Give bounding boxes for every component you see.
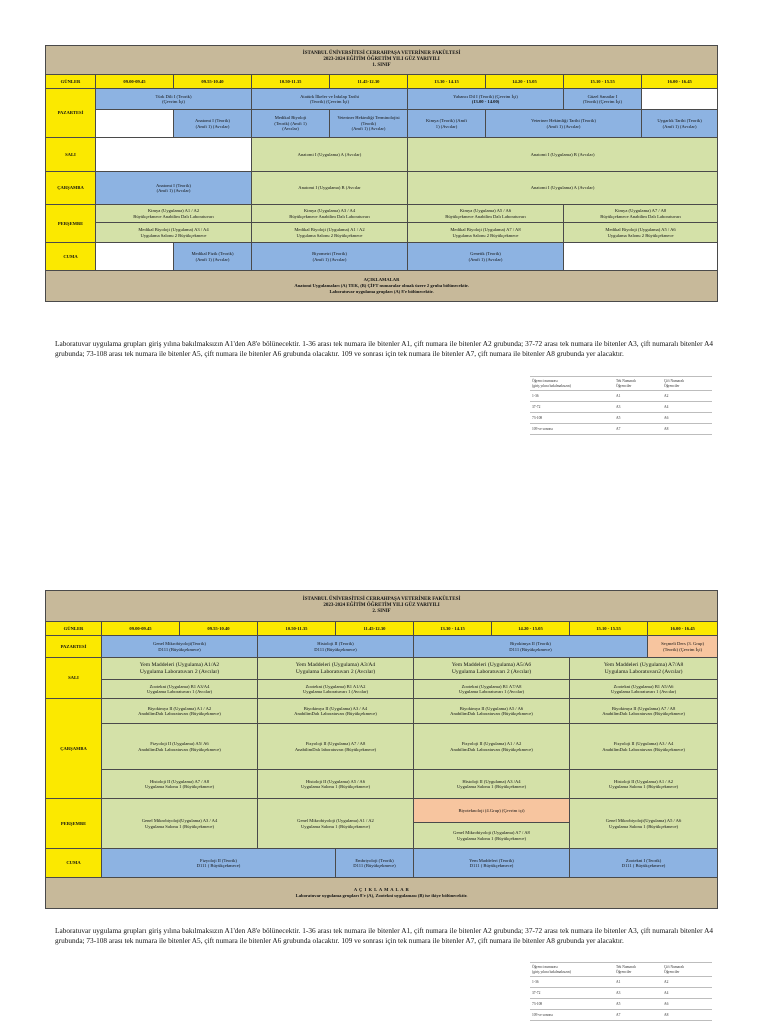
course-cell: Anatomi I (Teorik) (Amfi 1) (Avcılar) [96, 172, 252, 205]
course-cell: Veteriner Hekimliği Terminolojisi (Teorik) (Amfi 1) (Avcılar) [330, 110, 408, 138]
course-cell: Fizyoloji II (Uygulama) A1 / A2 AnabilimDalı Laboratuvarı (Büyükçekmece) [414, 724, 570, 770]
mini-cell: A3 [614, 402, 662, 413]
course-cell: Fizyoloji II (Uygulama) A7 / A8 AnabilimDalı laboratuvarı (Büyükçekmece) [258, 724, 414, 770]
course-cell: Kimya (Uygulama) A7 / A8 Büyükçekmece Anabilim Dalı Laboratuvarı [564, 205, 718, 223]
course-cell: Histoloji II (Teorik) D111 (Büyükçekmece) [258, 636, 414, 658]
group-info-paragraph: Laboratuvar uygulama grupları giriş yılına bakılmaksızın A1'den A8'e bölünecektir. 1-36 arası tek numara ile bitenler A1, çift numara ile bitenler A2 grubunda; 37-72 arası tek numara ile bitenler A3, çift numaralı bitenler A4 grubunda; 73-108 arası tek numara ile bitenler A5, çift numara ile bitenler A6 grubunda olacaktır. 109 ve sonrası için tek numara ile bitenler A7, çift numara ile bitenler A8 grubunda yer alacaktır. [55, 339, 713, 358]
course-cell: Histoloji II (Uygulama) A1 / A2 Uygulama Salonu 1 (Büyükçekmece) [570, 770, 718, 799]
mini-header: Çift Numaralı Öğrenciler [662, 377, 712, 391]
course-cell: Zootekni (Uygulama) B1 A7/A8 Uygulama Laboratuvarı 1 (Avcılar) [414, 680, 570, 699]
course-cell: Genel Mikrobiyoloji (Uygulama) A7 / A8 Uygulama Salonu 1 (Büyükçekmece) [414, 823, 570, 849]
course-cell: Güzel Sanatlar I (Teorik) (Çevrim İçi) [564, 89, 642, 110]
course-cell: Kimya (Uygulama) A1 / A2 Büyükçekmece Anabilim Dalı Laboratuvarı [96, 205, 252, 223]
days-header: GÜNLER [46, 75, 96, 89]
schedule-2-table [45, 590, 718, 909]
mini-cell: A2 [662, 977, 712, 988]
course-cell: Anatomi I (Uygulama) B (Avcılar) [408, 138, 718, 172]
schedule-1-table [45, 45, 718, 302]
day-tuesday: SALI [46, 138, 96, 172]
mini-cell: 109 ve sonrası [530, 1010, 614, 1021]
empty-cell [96, 110, 174, 138]
mini-cell: 109 ve sonrası [530, 424, 614, 435]
course-cell: Medikal Biyoloji (Uygulama) A1 / A2 Uygulama Salonu 2 Büyükçekmece [252, 223, 408, 243]
course-cell: Biyokimya II (Uygulama) A3 / A4 AnabilimDalı Laboratuvarı (Büyükçekmece) [258, 699, 414, 724]
time-slot: 10.50-11.35 [252, 75, 330, 89]
mini-cell: 73-108 [530, 413, 614, 424]
course-cell: Medikal Fizik (Teorik) (Amfi 1) (Avcılar) [174, 243, 252, 271]
course-cell: Biyokimya II (Teorik) D111 (Büyükçekmece) [414, 636, 648, 658]
course-cell: Yabancı Dil I (Teorik) (Çevrim İçi) (13.00 - 14.00) [408, 89, 564, 110]
course-cell: Seçmeli Ders (3. Grup) (Teorik) (Çevrim İçi) [648, 636, 718, 658]
mini-cell: 37-72 [530, 988, 614, 999]
course-cell: Biyokimya II (Uygulama) A7 / A8 AnabilimDalı Laboratuvarı (Büyükçekmece) [570, 699, 718, 724]
time-slot: 14.20 - 15.05 [486, 75, 564, 89]
time-slot: 16.00 - 16.45 [648, 622, 718, 636]
mini-header: Tek Numaralı Öğrenciler [614, 963, 662, 977]
day-wednesday: ÇARŞAMBA [46, 699, 102, 799]
group-info-paragraph-2: Laboratuvar uygulama grupları giriş yılına bakılmaksızın A1'den A8'e bölünecektir. 1-36 arası tek numara ile bitenler A1, çift numara ile bitenler A2 grubunda; 37-72 arası tek numara ile bitenler A3, çift numaralı bitenler A4 grubunda; 73-108 arası tek numara ile bitenler A5, çift numara ile bitenler A6 grubunda olacaktır. 109 ve sonrası için tek numara ile bitenler A7, çift numara ile bitenler A8 grubunda yer alacaktır. [55, 926, 713, 945]
mini-header: Öğrenci numarası (giriş yılına bakılmaksızın) [530, 963, 614, 977]
mini-cell: A8 [662, 1010, 712, 1021]
course-cell: Kimya (Teorik) (Amfi 1) (Avcılar) [408, 110, 486, 138]
mini-cell: A6 [662, 999, 712, 1010]
mini-cell: A3 [614, 988, 662, 999]
day-monday: PAZARTESİ [46, 89, 96, 138]
course-cell: Histoloji II (Uygulama) A3 /A4 Uygulama Salonu 1 (Büyükçekmece) [414, 770, 570, 799]
time-slot: 15.10 - 15.55 [570, 622, 648, 636]
time-slot: 11.45-12.30 [330, 75, 408, 89]
mini-cell: A4 [662, 988, 712, 999]
course-cell: Türk Dili I (Teorik) (Çevrim İçi) [96, 89, 252, 110]
course-cell: Biyometri (Teorik) (Amfi 1) (Avcılar) [252, 243, 408, 271]
mini-cell: A7 [614, 424, 662, 435]
mini-header: Öğrenci numarası (giriş yılına bakılmaksızın) [530, 377, 614, 391]
time-slot: 10.50-11.35 [258, 622, 336, 636]
course-cell: Yem Maddeleri (Uygulama) A5/A6 Uygulama Laboratuvarı 2 (Avcılar) [414, 658, 570, 680]
mini-cell: A2 [662, 391, 712, 402]
course-cell: Anatomi I (Uygulama) A (Avcılar) [252, 138, 408, 172]
course-cell: Medikal Biyoloji (Uygulama) A3 / A4 Uygulama Salonu 2 Büyükçekmece [96, 223, 252, 243]
time-slot: 13.30 - 14.15 [414, 622, 492, 636]
course-cell: Uygarlık Tarihi (Teorik) (Amfi 1) (Avcılar) [642, 110, 718, 138]
course-cell: Biyokimya II (Uygulama) A1 / A2 AnabilimDalı Laboratuvarı (Büyükçekmece) [102, 699, 258, 724]
empty-cell [96, 243, 174, 271]
time-slot: 11.45-12.30 [336, 622, 414, 636]
course-cell: Biyoteknoloji (4.Grup) (Çevrim içi) [414, 799, 570, 823]
course-cell: Genel Mikrobiyoloji(Uygulama) A3 / A4 Uygulama Salonu 1 (Büyükçekmece) [102, 799, 258, 849]
mini-cell: 1-36 [530, 977, 614, 988]
schedule-1-notes: AÇIKLAMALAR Anatomi Uygulamaları (A) TEK, (B) ÇİFT numaralar olmak üzere 2 gruba bölünecektir. Laboratuvar uygulama grupları (A) 8'e bölünecektir. [46, 271, 718, 302]
mini-cell: A1 [614, 391, 662, 402]
mini-cell: A6 [662, 413, 712, 424]
mini-cell: A5 [614, 999, 662, 1010]
group-mini-table-1 [530, 376, 712, 435]
mini-cell: 73-108 [530, 999, 614, 1010]
time-slot: 16.00 - 16.45 [642, 75, 718, 89]
course-cell: Anatomi I (Uygulama) A (Avcılar) [408, 172, 718, 205]
course-cell: Medikal Biyoloji (Uygulama) A5 / A6 Uygulama Salonu 2 Büyükçekmece [564, 223, 718, 243]
course-cell: Veteriner Hekimliği Tarihi (Teorik) (Amfi 1) (Avcılar) [486, 110, 642, 138]
time-slot: 09.00-09.45 [96, 75, 174, 89]
day-wednesday: ÇARŞAMBA [46, 172, 96, 205]
course-cell: Fizyoloji II (Teorik) D111 ( Büyükçekmece) [102, 849, 336, 878]
mini-cell: A7 [614, 1010, 662, 1021]
time-slot: 09.55-10.40 [180, 622, 258, 636]
mini-header: Tek Numaralı Öğrenciler [614, 377, 662, 391]
course-cell: Genel Mikrobiyoloji(Teorik) D111 (Büyükçekmece) [102, 636, 258, 658]
course-cell: Zootekni (Uygulama) B1 A5/A6 Uygulama Laboratuvarı 1 (Avcılar) [570, 680, 718, 699]
empty-cell [96, 138, 252, 172]
mini-cell: A8 [662, 424, 712, 435]
time-slot: 13.30 - 14.15 [408, 75, 486, 89]
course-cell: Genel Mikrobiyoloji(Uygulama) A5 / A6 Uygulama Salonu 1 (Büyükçekmece) [570, 799, 718, 849]
time-slot: 14.20 - 15.05 [492, 622, 570, 636]
course-cell: Yem Maddeleri (Teorik) D111 ( Büyükçekmece) [414, 849, 570, 878]
mini-cell: A5 [614, 413, 662, 424]
course-cell: Yem Maddeleri (Uygulama) A3/A4 Uygulama Laboratuvarı 2 (Avcılar) [258, 658, 414, 680]
course-cell: Yem Maddeleri (Uygulama) A1/A2 Uygulama Laboratuvarı 2 (Avcılar) [102, 658, 258, 680]
day-friday: CUMA [46, 243, 96, 271]
course-cell: Medikal Biyoloji (Uygulama) A7 / A8 Uygulama Salonu 2 Büyükçekmece [408, 223, 564, 243]
course-cell: Fizyoloji II (Uygulama) A5/ A6 AnabilimDalı Laboratuvarı (Büyükçekmece) [102, 724, 258, 770]
mini-cell: 1-36 [530, 391, 614, 402]
course-cell: Yem Maddeleri (Uygulama) A7/A8 Uygulama Laboratuvarı2 (Avcılar) [570, 658, 718, 680]
day-thursday: PERŞEMBE [46, 799, 102, 849]
course-cell: Anatomi I (Teorik) (Amfi 1) (Avcılar) [174, 110, 252, 138]
time-slot: 09.00-09.45 [102, 622, 180, 636]
course-cell: Kimya (Uygulama) A5 / A6 Büyükçekmece Anabilim Dalı Laboratuvarı [408, 205, 564, 223]
schedule-2-notes: A Ç I K L A M A L A R Laboratuvar uygulama grupları 8'e (A), Zootekni uygulaması (B) ise ikiye bölünecektir. [46, 878, 718, 909]
course-cell: Fizyoloji II (Uygulama) A3 / A4 AnabilimDalı Laboratuvarı (Büyükçekmece) [570, 724, 718, 770]
course-cell: Genetik (Teorik) (Amfi 1) (Avcılar) [408, 243, 564, 271]
course-cell: Histoloji II (Uygulama) A7 / A8 Uygulama Salonu 1 (Büyükçekmece) [102, 770, 258, 799]
schedule-1-title: İSTANBUL ÜNİVERSİTESİ CERRAHPAŞA VETERİNER FAKÜLTESİ 2023-2024 EĞİTİM ÖĞRETİM YILI GÜZ YARIYILI 1. SINIF [46, 46, 718, 75]
empty-cell [564, 243, 718, 271]
days-header: GÜNLER [46, 622, 102, 636]
course-cell: Medikal Biyoloji (Teorik) (Amfi 1) (Avcılar) [252, 110, 330, 138]
empty-cell [642, 89, 718, 110]
course-cell: Zootekni I (Teorik) D111 ( Büyükçekmece) [570, 849, 718, 878]
course-cell: Anatomi I (Uygulama) B (Avcılar [252, 172, 408, 205]
day-friday: CUMA [46, 849, 102, 878]
mini-cell: A1 [614, 977, 662, 988]
course-cell: Biyokimya II (Uygulama) A5 / A6 AnabilimDalı Laboratuvarı (Büyükçekmece) [414, 699, 570, 724]
course-cell: Genel Mikrobiyoloji (Uygulama) A1 / A2 Uygulama Salonu 1 (Büyükçekmece) [258, 799, 414, 849]
course-cell: Zootekni (Uygulama) B1 A3/A4 Uygulama Laboratuvarı 1 (Avcılar) [102, 680, 258, 699]
day-tuesday: SALI [46, 658, 102, 699]
mini-header: Çift Numaralı Öğrenciler [662, 963, 712, 977]
course-cell: Zootekni (Uygulama) B1 A1/A2 Uygulama Laboratuvarı 1 (Avcılar) [258, 680, 414, 699]
time-slot: 15.10 - 15.55 [564, 75, 642, 89]
course-cell: Embriyoloji (Teorik) D111 (Büyükçekmece) [336, 849, 414, 878]
group-mini-table-2 [530, 962, 712, 1021]
day-monday: PAZARTESİ [46, 636, 102, 658]
day-thursday: PERŞEMBE [46, 205, 96, 243]
time-slot: 09.55-10.40 [174, 75, 252, 89]
course-cell: Histoloji II (Uygulama) A5 / A6 Uygulama Salonu 1 (Büyükçekmece) [258, 770, 414, 799]
mini-cell: A4 [662, 402, 712, 413]
course-cell: Atatürk İlkeler ve İnkılap Tarihi (Teorik) (Çevrim İçi) [252, 89, 408, 110]
course-cell: Kimya (Uygulama) A3 / A4 Büyükçekmece Anabilim Dalı Laboratuvarı [252, 205, 408, 223]
schedule-2-title: İSTANBUL ÜNİVERSİTESİ CERRAHPAŞA VETERİNER FAKÜLTESİ 2023-2024 EĞİTİM ÖĞRETİM YILI GÜZ YARIYILI 2. SINIF [46, 591, 718, 622]
mini-cell: 37-72 [530, 402, 614, 413]
